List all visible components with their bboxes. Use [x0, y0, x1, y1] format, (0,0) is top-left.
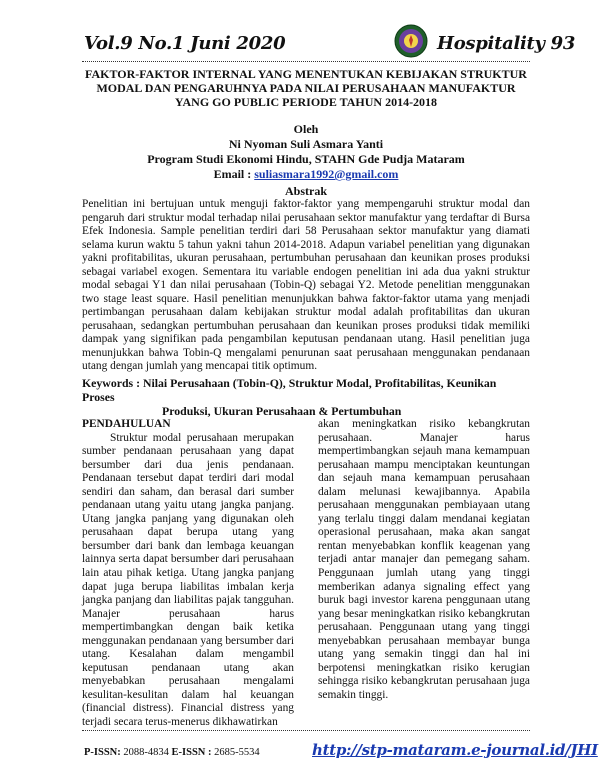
- author-by: Oleh: [293, 122, 319, 136]
- author-block: [82, 122, 530, 182]
- keywords-line2: Produksi, Ukuran Perusahaan & Pertumbuhan: [162, 404, 402, 418]
- email-label: Email :: [213, 167, 252, 181]
- body-paragraph-right: akan meningkatkan risiko kebangkrutan perusahaan. Manajer harus mempertimbangkan sejauh mana kemampuan perusahaan mampu menciptakan keuntungan dan sejauh mana kemampuan perusahaan dalam melunasi kewajibannya. Apabila perusahaan menggunakan pembiayaan utang yang terlalu tinggi dalam mendanai kegiatan operasional perusahaan, maka akan sangat rentan menyebabkan konflik keagenan yang terjadi antar manajer dan pemegang saham. Penggunaan jumlah utang yang tinggi memberikan adanya signaling effect yang buruk bagi investor karena penggunaan utang yang besar meningkatkan risiko kebangkrutan perusahaan. Penggunaan utang yang tinggi menyebabkan perusahaan membayar bunga utang yang semakin tinggi dan hal ini berpotensi meningkatkan risiko kerugian sehingga risiko kebangkrutan perusahaan juga semakin tinggi.: [318, 418, 530, 701]
- pissn-value: 2088-4834: [123, 747, 169, 758]
- footer-divider: [82, 730, 530, 731]
- keywords: [82, 376, 530, 418]
- journal-name-page: Hospitality 93: [437, 33, 576, 54]
- issn-line: [84, 747, 260, 758]
- body-column-left: [82, 418, 294, 730]
- abstract-text: Penelitian ini bertujuan untuk menguji faktor-faktor yang mempengaruhi struktur modal dan pengaruh dari struktur modal terhadap nilai perusahaan sektor manufaktur yang terdaftar di Bursa Efek Indonesia. Sample penelitian terdiri dari 58 Perusahaan sektor manufaktur yang diamati selama kurun waktu 5 tahun yakni tahun 2014-2018. Adapun variabel penelitian yang digunakan yakni profitabilitas, ukuran perusahaan, pertumbuhan perusahaan dan keunikan proses produksi sebagai variabel exogen. Sementara itu variable endogen penelitian ini ada dua yakni struktur modal sebagai Y1 dan nilai perusahaan (Tobin-Q) sebagai Y2. Metode penelitian menggunakan two stage least square. Hasil penelitian menunjukkan bahwa faktor-faktor utama yang menjadi pertimbangan perusahaan dalam kebijakan struktur modal adalah profitabilitas dan ukuran perusahaan, sedangkan pertumbuhan perusahaan dan keunikan proses produksi tidak memiliki dampak yang signifikan pada pengambilan keputusan pendanaan utang. Hasil penelitian juga menunjukkan bahwa Tobin-Q mengalami penurunan saat perusahaan menggunakan pendanaan utang dengan jumlah yang mencapai titik optimum.: [82, 198, 530, 372]
- body-paragraph-left: Struktur modal perusahaan merupakan sumber pendanaan perusahaan yang dapat bersumber dari dua jenis pendanaan. Pendanaan tersebut dapat terdiri dari modal sendiri dan saham, dan berasal dari sumber pendanaan utang yaitu utang jangka panjang. Utang jangka panjang yang digunakan oleh perusahaan dapat berupa utang yang bersumber dari bank dan lembaga keuangan lainnya serta dapat bersumber dari perusahaan lain atau pihak ketiga. Utang jangka panjang dapat juga berupa liabilitas imbalan kerja jangka panjang dan liabilitas pajak tangguhan. Manajer perusahaan harus mempertimbangkan dengan baik ketika menggunakan pendanaan yang bersumber dari utang. Kesalahan dalam mengambil keputusan pendanaan utang akan menyebabkan perusahaan mengalami kesulitan-kesulitan dalam hal keuangan (financial distress). Financial distress yang terjadi secara terus-menerus dikhawatirkan: [82, 431, 294, 729]
- journal-url-link[interactable]: http://stp-mataram.e-journal.id/JHI: [312, 741, 598, 759]
- body-column-right: [318, 418, 530, 702]
- eissn-value: 2685-5534: [214, 747, 260, 758]
- pissn-label: P-ISSN:: [84, 747, 121, 758]
- header-divider: [82, 61, 530, 62]
- institution-logo-icon: [394, 24, 428, 58]
- keywords-line1: Nilai Perusahaan (Tobin-Q), Struktur Modal, Profitabilitas, Keunikan Proses: [82, 376, 497, 404]
- email-link[interactable]: suliasmara1992@gmail.com: [254, 167, 399, 181]
- journal-volume: Vol.9 No.1 Juni 2020: [84, 33, 286, 54]
- paper-title: FAKTOR-FAKTOR INTERNAL YANG MENENTUKAN KEBIJAKAN STRUKTUR MODAL DAN PENGARUHNYA PADA NILAI PERUSAHAAN MANUFAKTUR YANG GO PUBLIC PERIODE TAHUN 2014-2018: [85, 67, 527, 109]
- author-name: Ni Nyoman Suli Asmara Yanti: [228, 137, 384, 151]
- author-email-line: [82, 167, 530, 182]
- section-heading: PENDAHULUAN: [82, 418, 171, 430]
- eissn-label: E-ISSN :: [171, 747, 212, 758]
- keywords-label: Keywords :: [82, 376, 140, 390]
- abstract-heading: Abstrak: [284, 184, 327, 198]
- author-affiliation: Program Studi Ekonomi Hindu, STAHN Gde Pudja Mataram: [147, 152, 465, 166]
